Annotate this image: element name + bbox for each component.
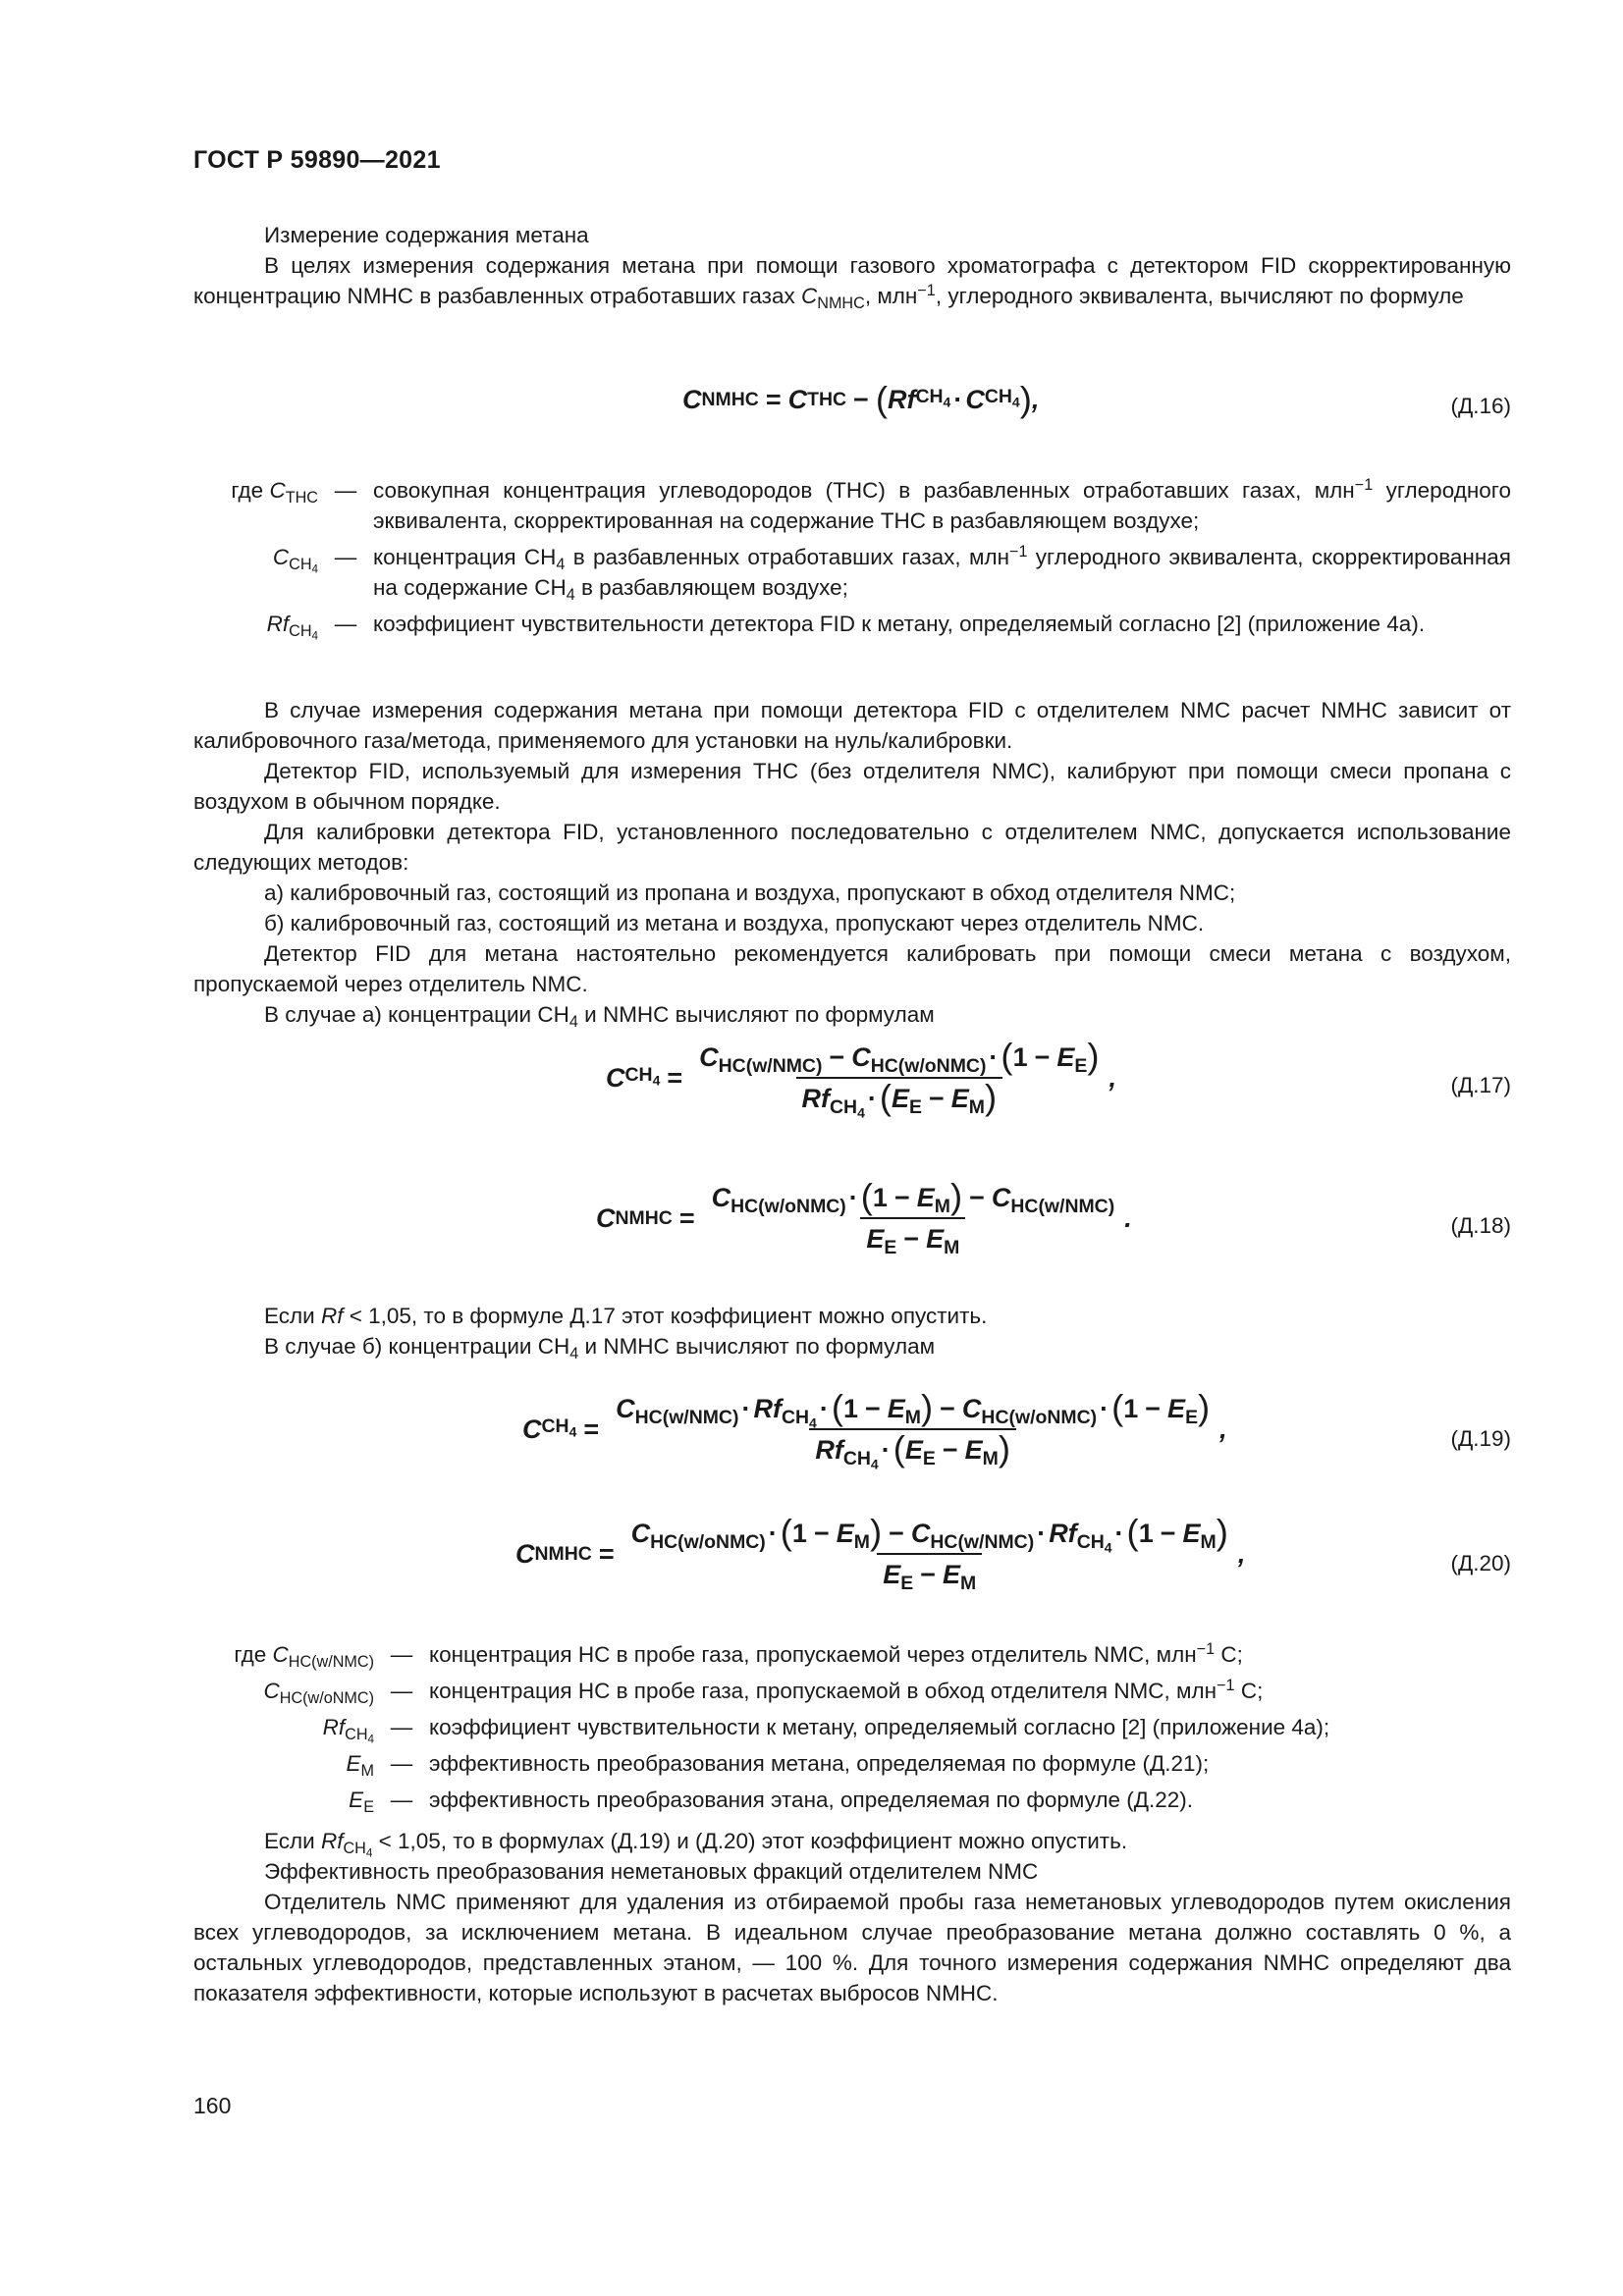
definition-c-hc-w-nmc: где $C_{HC(w/NMC)}$ — концентрация HC в пробе газа, пропускаемой через отделитель NMC, млн$^{-1}$ C; [234, 1639, 1243, 1672]
definition-e-m: $E_M$ — эффективность преобразования метана, определяемая по формуле (Д.21); [346, 1751, 1210, 1781]
formula-d18: C NMHC = $\frac{C_{HC(w/oNMC)} \cdot(1 - E_M) - C_{HC(w/NMC)}}{E_E - E_M}$ . [596, 1176, 1132, 1259]
paragraph-case-a: В случае а) концентрации $CH_4$ и NMHC вычисляют по формулам [264, 1002, 935, 1032]
formula-d16-row [193, 379, 1511, 432]
formula-d20: C NMHC = $\frac{C_{HC(w/oNMC)} \cdot(1 - E_M) - C_{HC(w/NMC)} \cdot Rf_{CH_4} \cdot(1 - E_M)}{E_E - E_M}$ , [515, 1512, 1246, 1595]
document-id-header: ГОСТ Р 59890—2021 [193, 146, 441, 174]
formula-d17: C $CH_4$ = $\frac{C_{HC(w/NMC)} - C_{HC(w/oNMC)} \cdot(1 - E_E)}{Rf_{CH_4} \cdot(E_E - E_M)}$ , [606, 1036, 1117, 1121]
section-nmc-efficiency [193, 1826, 1511, 2008]
list-item-a: а) калибровочный газ, состоящий из пропана и воздуха, пропускают в обход отделителя NMC; [264, 881, 1236, 905]
paragraph-rf-note-d19-d20: Если $Rf_{CH_4} < 1,05$, то в формулах (Д.19) и (Д.20) этот коэффициент можно опустить. [264, 1829, 1128, 1860]
section-title: Измерение содержания метана [264, 223, 589, 247]
section-calibration [193, 695, 1511, 1030]
paragraph-nmc-calc: В случае измерения содержания метана при помощи детектора FID с отделителем NMC расчет NMHC зависит от калибровочного газа/метода, применяемого для установки на нуль/калибровки. [193, 698, 1511, 753]
formula-d19: C $CH_4$ = $\frac{C_{HC(w/NMC)} \cdot Rf_{CH_4} \cdot(1 - E_M) - C_{HC(w/oNMC)} \cdot(1 - E_E)}{Rf_{CH_4} \cdot(E_E - E_M)}$ , [522, 1387, 1227, 1472]
definition-rf-ch4-2: $Rf_{CH_4}$ — коэффициент чувствительности к метану, определяемый согласно [2] (приложение 4a); [322, 1715, 1330, 1746]
definitions-d20 [193, 1639, 1511, 1821]
formula-d16-label: (Д.16) [1450, 394, 1511, 418]
definition-rf-ch4: $Rf_{CH_4}$ — коэффициент чувствительности детектора FID к метану, определяемый согласно [2] (приложение 4a). [266, 612, 1426, 643]
paragraph-calibration-methods: Для калибровки детектора FID, установленного последовательно с отделителем NMC, допускается использование следующих методов: [193, 820, 1511, 875]
formula-d17-label: (Д.17) [1450, 1073, 1511, 1097]
definition-c-thc: где $C_{THC}$ — совокупная концентрация углеводородов (THC) в разбавленных отработавших газах, млн$^{-1}$ углеродного эквивалента, скорректированная на содержание THC в разбавляющем воздухе; [231, 475, 1512, 533]
formula-d20-label: (Д.20) [1450, 1551, 1511, 1575]
paragraph-fid-thc: Детектор FID, используемый для измерения THC (без отделителя NMC), калибруют при помощи смеси пропана с воздухом в обычном порядке. [193, 759, 1511, 814]
formula-d19-row [193, 1387, 1511, 1485]
formula-d20-row [193, 1512, 1511, 1605]
formula-d16: C NMHC = C THC − ( Rf $CH_4$ · C $CH_4$ ) , [682, 379, 1040, 419]
formula-d18-label: (Д.18) [1450, 1213, 1511, 1238]
definitions-d16 [193, 475, 1511, 645]
definition-c-ch4: $C_{CH_4}$ — концентрация $CH_4$ в разбавленных отработавших газах, млн$^{-1}$ углеродного эквивалента, скорректированная на содержание $CH_4$ в разбавляющем воздухе; [272, 542, 1511, 605]
section-case-b [193, 1301, 1511, 1362]
page-number: 160 [193, 2093, 232, 2118]
paragraph-case-b: В случае б) концентрации $CH_4$ и NMHC вычисляют по формулам [264, 1334, 936, 1363]
paragraph-nmc-description: Отделитель NMC применяют для удаления из отбираемой пробы газа неметановых углеводородов путем окисления всех углеводородов, за исключением метана. В идеальном случае преобразование метана должно составлять 0 %, а остальных углеводородов, представленных этаном, — 100 %. Для точного измерения содержания NMHC определяют два показателя эффективности, которые используют в расчетах выбросов NMHC. [193, 1890, 1511, 2005]
definition-c-hc-wo-nmc: $C_{HC(w/oNMC)}$ — концентрация HC в пробе газа, пропускаемой в обход отделителя NMC, млн$^{-1}$ C; [263, 1676, 1264, 1708]
section-methane-intro [193, 220, 1511, 311]
list-item-b: б) калибровочный газ, состоящий из метана и воздуха, пропускают через отделитель NMC. [264, 911, 1205, 935]
formula-d18-row [193, 1176, 1511, 1269]
paragraph-rf-note-d17: Если Rf < 1,05, то в формуле Д.17 этот коэффициент можно опустить. [264, 1304, 988, 1328]
paragraph-recommendation: Детектор FID для метана настоятельно рекомендуется калибровать при помощи смеси метана с воздухом, пропускаемой через отделитель NMC. [193, 941, 1511, 996]
intro-paragraph: В целях измерения содержания метана при помощи газового хроматографа с детектором FID скорректированную концентрацию NMHC в разбавленных отработавших газах $C_{NMHC}$, млн$^{-1}$, углеродного эквивалента, вычисляют по формуле [193, 253, 1511, 313]
subsection-title: Эффективность преобразования неметановых фракций отделителем NMC [264, 1859, 1039, 1884]
definition-e-e: $E_E$ — эффективность преобразования этана, определяемая по формуле (Д.22). [349, 1788, 1193, 1817]
formula-d19-label: (Д.19) [1450, 1426, 1511, 1451]
formula-d17-row [193, 1036, 1511, 1129]
